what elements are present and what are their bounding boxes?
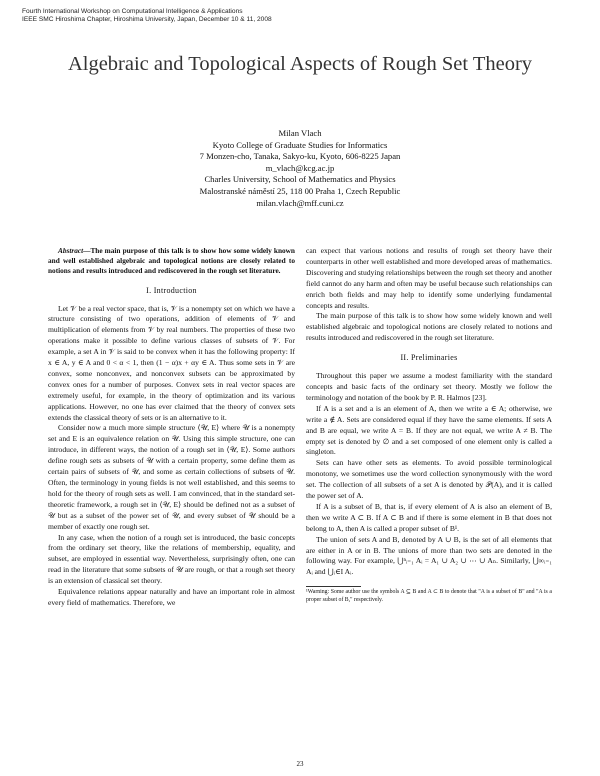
body-paragraph: If A is a subset of B, that is, if every element of A is also an element of B, then we write A ⊂ B. If A ⊂ B and if there is some element in B that does not belong to A, then A is called a proper subset of B¹. <box>306 501 552 533</box>
left-column <box>48 246 295 609</box>
footnote: ¹Warning: Some author use the symbols A ⊆ B and A ⊂ B to denote that "A is a subset of B" and "A is a proper subset of B," respectively. <box>306 589 552 603</box>
affiliation-line: Charles University, School of Mathematics and Physics <box>204 174 396 185</box>
section-heading-introduction: I. Introduction <box>146 285 197 295</box>
author-block <box>100 128 500 209</box>
body-paragraph: Let 𝒱 be a real vector space, that is, 𝒱 is a nonempty set on which we have a structure consisting of two operations, addition of elements of 𝒱 and multiplication of elements from 𝒱 by real numbers. The properties of these two operations make it possible to define various classes of subsets of 𝒱. For example, a set A in 𝒱 is said to be convex when it has the following property: If x ∈ A, y ∈ A and 0 < α < 1, then (1 − α)x + αy ∈ A. Thus some sets in 𝒱 are convex, some nonconvex, and nonconvex subsets can be approximated by convex ones for a number of purposes. Convex sets in real vector spaces are extremely useful, for example, in the theory of optimization and its various applications. However, no one has ever claimed that the theory of convex sets extends the classical theory of sets or is an alternative to it. <box>48 303 295 422</box>
conference-header <box>22 8 272 24</box>
affiliation-line: Malostranské náměstí 25, 118 00 Praha 1, Czech Republic <box>199 185 401 196</box>
body-paragraph: The main purpose of this talk is to show how some widely known and well established algebraic and topological notions are closely related to notions and results introduced and rediscovered in the rough set literature. <box>306 311 552 343</box>
body-paragraph: Consider now a much more simple structure ⟨𝒰, E⟩ where 𝒰 is a nonempty set and E is an equivalence relation on 𝒰. Using this simple structure, one can introduce, in different ways, the notion of a rough set in ⟨𝒰, E⟩. Some authors define rough sets as subsets of 𝒰 with a certain property, some define them as certain pairs of subsets of 𝒰, and some as certain collections of subsets of 𝒰. Often, the terminology in young fields is not well established, and this seems to hold for the theory of rough sets as well. I am convinced, that in the standard set-theoretic framework, a rough set in ⟨𝒰, E⟩ should be defined not as a subset of 𝒰 but as a subset of the power set of 𝒰, and every subset of 𝒰 should be a member of exactly one rough set. <box>48 423 295 531</box>
affiliation-line: 7 Monzen-cho, Tanaka, Sakyo-ku, Kyoto, 606-8225 Japan <box>199 151 401 162</box>
header-line-2: IEEE SMC Hiroshima Chapter, Hiroshima University, Japan, December 10 & 11, 2008 <box>22 16 272 24</box>
header-line-1: Fourth International Workshop on Computational Intelligence & Applications <box>22 8 243 15</box>
section-heading-preliminaries: II. Preliminaries <box>400 353 458 363</box>
author-email: milan.vlach@mff.cuni.cz <box>256 197 344 208</box>
abstract-text: —The main purpose of this talk is to show how some widely known and well established algebraic and topological notions are closely related to notions and results introduced and rediscovered in the rough set literature. <box>48 246 295 276</box>
paper-title: Algebraic and Topological Aspects of Rough Set Theory <box>67 53 533 75</box>
body-paragraph: If A is a set and a is an element of A, then we write a ∈ A; otherwise, we write a ∉ A. Sets are considered equal if they have the same elements. If sets A and B are equal, we write A = B. If they are not equal, we write A ≠ B. The empty set is denoted by ∅ and a set composed of one element only is called a singleton. <box>306 403 552 457</box>
body-paragraph: can expect that various notions and results of rough set theory have their counterparts in other well established and more developed areas of mathematics. Discovering and studying relationships between the rough set theory and another field cannot do any harm and often may be useful because such relationships can enrich both fields and may help to identify some underlying fundamental concepts and results. <box>306 246 552 310</box>
abstract-label: Abstract <box>58 246 84 255</box>
page-number: 23 <box>296 760 304 768</box>
footnote-rule <box>306 586 361 587</box>
body-paragraph: The union of sets A and B, denoted by A ∪ B, is the set of all elements that are either in A or in B. The unions of more than two sets are denoted in the following way. For example, ⋃ⁿᵢ₌₁ Aᵢ = A₁ ∪ A₂ ∪ ⋯ ∪ Aₙ. Similarly, ⋃∞ᵢ₌₁ Aᵢ and ⋃ᵢ∈I Aᵢ. <box>306 534 552 577</box>
abstract <box>48 246 295 277</box>
body-paragraph: Throughout this paper we assume a modest familiarity with the standard concepts and basic facts of the ordinary set theory. Mostly we follow the terminology and notation of the book by P. R. Halmos [23]. <box>306 371 552 402</box>
body-paragraph: In any case, when the notion of a rough set is introduced, the basic concepts from the ordinary set theory, like the relations of membership, equality, and subset, are employed in essential way. Nevertheless, surprisingly often, one can read in the literature that some subsets of 𝒰 are rough, or that a rough set theory is an extension of classical set theory. <box>48 532 295 586</box>
author-name: Milan Vlach <box>278 128 322 138</box>
author-email: m_vlach@kcg.ac.jp <box>265 162 335 173</box>
affiliation-line: Kyoto College of Graduate Studies for Informatics <box>212 139 388 150</box>
right-column <box>306 246 552 604</box>
body-paragraph: Equivalence relations appear naturally and have an important role in almost every field of mathematics. Therefore, we <box>48 587 295 607</box>
body-paragraph: Sets can have other sets as elements. To avoid possible terminological monotony, we sometimes use the word collection synonymously with the word set. The collection of all subsets of a set A is denoted by 𝒫(A), and it is called the power set of A. <box>306 458 552 501</box>
